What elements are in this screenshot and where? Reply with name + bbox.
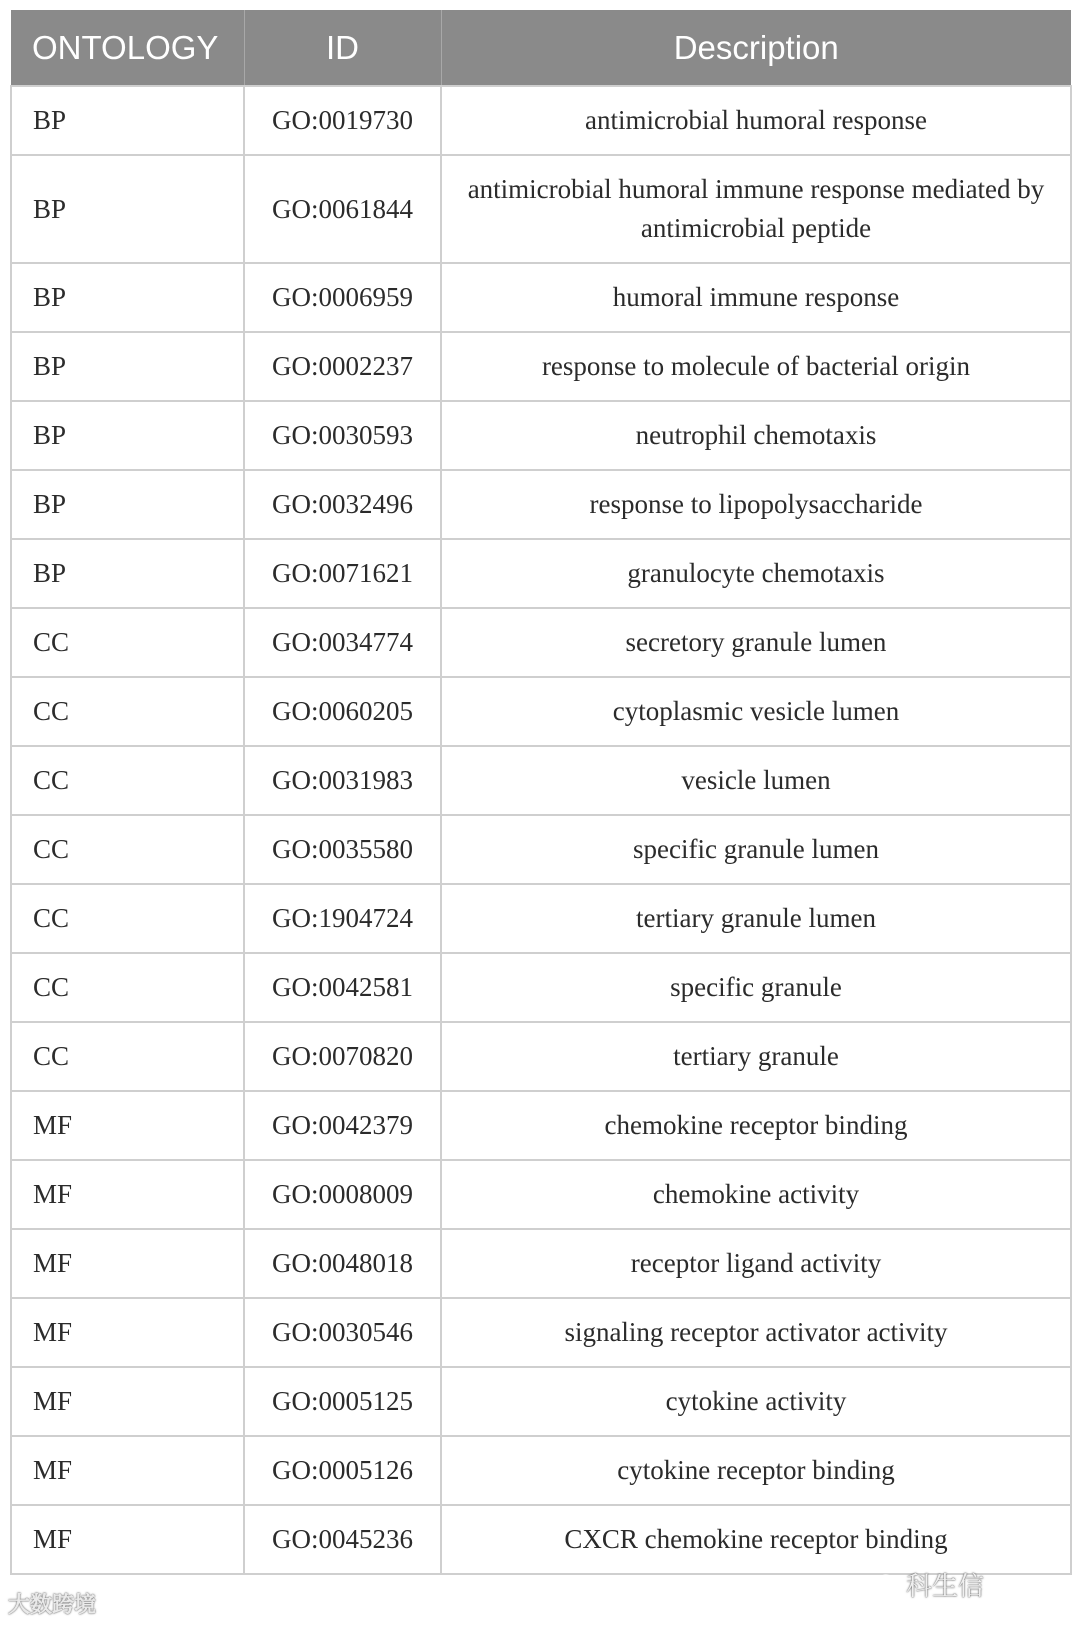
wechat-icon xyxy=(876,1571,902,1597)
table-row xyxy=(11,608,1071,677)
ontology-cell: BP xyxy=(11,332,244,401)
go-id-cell: GO:0005125 xyxy=(244,1367,441,1436)
go-id-cell: GO:0030593 xyxy=(244,401,441,470)
table-row xyxy=(11,263,1071,332)
ontology-cell: CC xyxy=(11,884,244,953)
table-header xyxy=(11,10,1071,86)
ontology-cell: CC xyxy=(11,953,244,1022)
go-id-cell: GO:0019730 xyxy=(244,86,441,155)
ontology-cell: BP xyxy=(11,401,244,470)
table-row xyxy=(11,155,1071,263)
description-cell: tertiary granule xyxy=(441,1022,1071,1091)
ontology-cell: MF xyxy=(11,1160,244,1229)
watermark-left xyxy=(8,1588,96,1619)
ontology-cell: MF xyxy=(11,1298,244,1367)
description-cell: signaling receptor activator activity xyxy=(441,1298,1071,1367)
go-id-cell: GO:0060205 xyxy=(244,677,441,746)
description-cell: specific granule lumen xyxy=(441,815,1071,884)
ontology-cell: CC xyxy=(11,1022,244,1091)
go-id-cell: GO:0042581 xyxy=(244,953,441,1022)
table-row xyxy=(11,1436,1071,1505)
table-row xyxy=(11,677,1071,746)
table-row xyxy=(11,1298,1071,1367)
go-id-cell: GO:0006959 xyxy=(244,263,441,332)
description-cell: chemokine activity xyxy=(441,1160,1071,1229)
ontology-cell: BP xyxy=(11,539,244,608)
description-cell: secretory granule lumen xyxy=(441,608,1071,677)
go-id-cell: GO:0008009 xyxy=(244,1160,441,1229)
watermark-left-text: 大数跨境 xyxy=(8,1593,97,1618)
table-row xyxy=(11,332,1071,401)
ontology-cell: MF xyxy=(11,1367,244,1436)
description-cell: antimicrobial humoral immune response mediated by antimicrobial peptide xyxy=(441,155,1071,263)
header-row xyxy=(11,10,1071,86)
description-cell: cytokine activity xyxy=(441,1367,1071,1436)
description-cell: cytoplasmic vesicle lumen xyxy=(441,677,1071,746)
go-id-cell: GO:0035580 xyxy=(244,815,441,884)
watermark-right xyxy=(876,1566,984,1602)
ontology-cell: MF xyxy=(11,1229,244,1298)
table-row xyxy=(11,1091,1071,1160)
go-id-cell: GO:0005126 xyxy=(244,1436,441,1505)
description-cell: specific granule xyxy=(441,953,1071,1022)
table-body xyxy=(11,86,1071,1574)
ontology-cell: MF xyxy=(11,1436,244,1505)
ontology-cell: MF xyxy=(11,1505,244,1574)
ontology-cell: BP xyxy=(11,470,244,539)
description-cell: CXCR chemokine receptor binding xyxy=(441,1505,1071,1574)
description-cell: neutrophil chemotaxis xyxy=(441,401,1071,470)
header-id: ID xyxy=(244,10,441,86)
description-cell: antimicrobial humoral response xyxy=(441,86,1071,155)
description-cell: response to molecule of bacterial origin xyxy=(441,332,1071,401)
table-row xyxy=(11,539,1071,608)
go-id-cell: GO:0070820 xyxy=(244,1022,441,1091)
table-row xyxy=(11,86,1071,155)
ontology-cell: BP xyxy=(11,155,244,263)
go-id-cell: GO:0032496 xyxy=(244,470,441,539)
description-cell: receptor ligand activity xyxy=(441,1229,1071,1298)
description-cell: cytokine receptor binding xyxy=(441,1436,1071,1505)
go-id-cell: GO:0061844 xyxy=(244,155,441,263)
go-id-cell: GO:0042379 xyxy=(244,1091,441,1160)
go-id-cell: GO:0071621 xyxy=(244,539,441,608)
go-id-cell: GO:0002237 xyxy=(244,332,441,401)
table-row xyxy=(11,1160,1071,1229)
description-cell: response to lipopolysaccharide xyxy=(441,470,1071,539)
description-cell: chemokine receptor binding xyxy=(441,1091,1071,1160)
go-id-cell: GO:0034774 xyxy=(244,608,441,677)
ontology-cell: BP xyxy=(11,263,244,332)
ontology-cell: CC xyxy=(11,608,244,677)
watermark-right-text: 科生信 xyxy=(906,1571,985,1602)
table-row xyxy=(11,470,1071,539)
table-row xyxy=(11,1367,1071,1436)
table-row xyxy=(11,1505,1071,1574)
go-id-cell: GO:0031983 xyxy=(244,746,441,815)
table-row xyxy=(11,1022,1071,1091)
description-cell: vesicle lumen xyxy=(441,746,1071,815)
table-row xyxy=(11,953,1071,1022)
header-ontology: ONTOLOGY xyxy=(11,10,244,86)
table-row xyxy=(11,401,1071,470)
ontology-cell: CC xyxy=(11,677,244,746)
description-cell: tertiary granule lumen xyxy=(441,884,1071,953)
go-id-cell: GO:0045236 xyxy=(244,1505,441,1574)
description-cell: granulocyte chemotaxis xyxy=(441,539,1071,608)
table-row xyxy=(11,815,1071,884)
ontology-cell: CC xyxy=(11,815,244,884)
ontology-cell: MF xyxy=(11,1091,244,1160)
go-id-cell: GO:0048018 xyxy=(244,1229,441,1298)
description-cell: humoral immune response xyxy=(441,263,1071,332)
go-id-cell: GO:1904724 xyxy=(244,884,441,953)
header-description: Description xyxy=(441,10,1071,86)
go-enrichment-table-container xyxy=(10,10,1070,1575)
table-row xyxy=(11,1229,1071,1298)
go-id-cell: GO:0030546 xyxy=(244,1298,441,1367)
table-row xyxy=(11,884,1071,953)
table-row xyxy=(11,746,1071,815)
go-enrichment-table xyxy=(10,10,1072,1575)
ontology-cell: BP xyxy=(11,86,244,155)
ontology-cell: CC xyxy=(11,746,244,815)
